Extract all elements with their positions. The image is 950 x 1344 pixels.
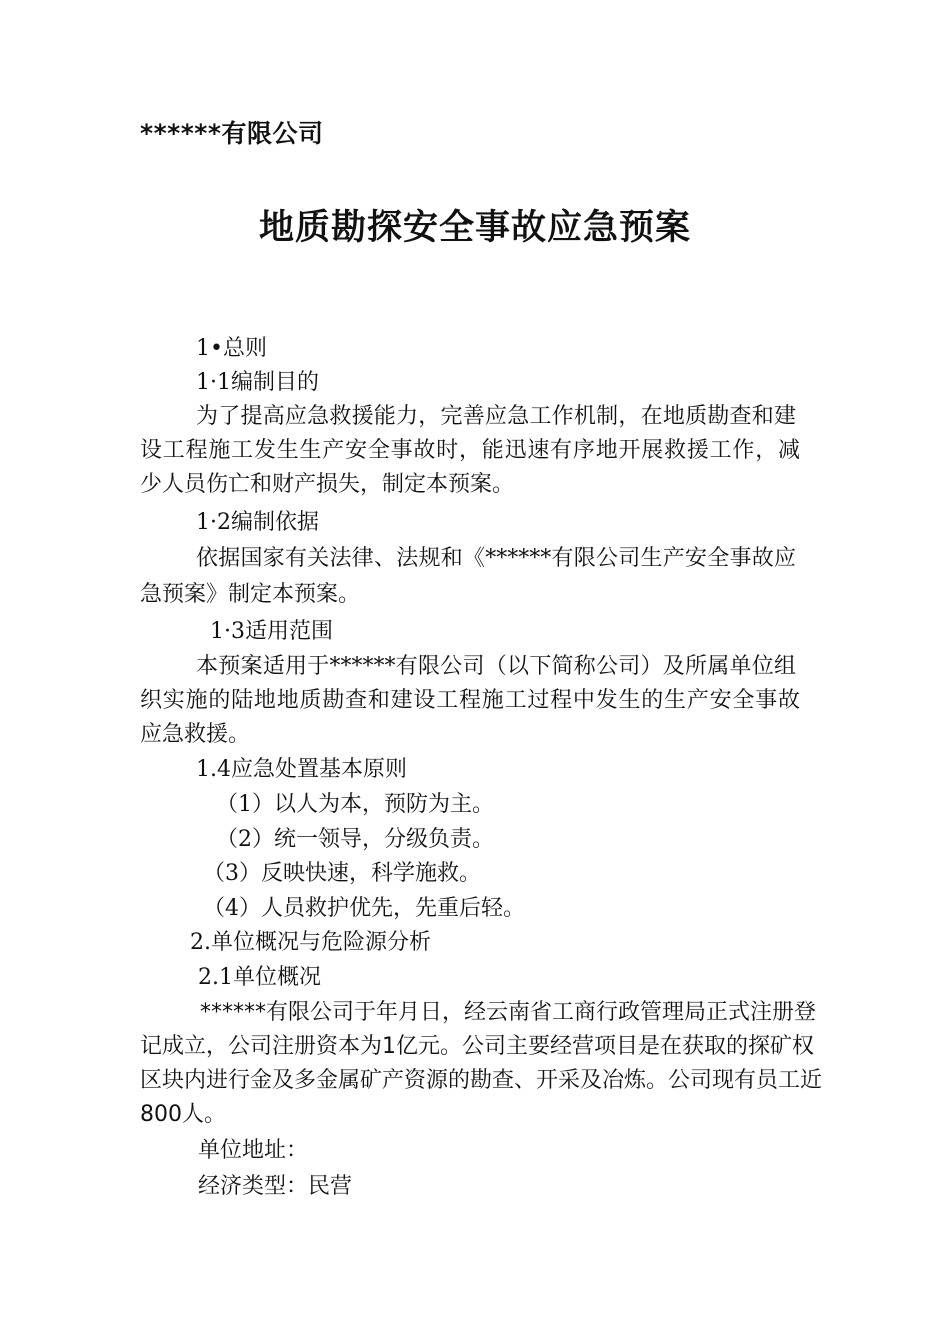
subsection-heading: 1·3适用范围	[210, 619, 333, 644]
address-label: 单位地址：	[198, 1138, 309, 1163]
paragraph-line: 少人员伤亡和财产损失，制定本预案。	[140, 472, 515, 497]
paragraph-line: ******有限公司于年月日，经云南省工商行政管理局正式注册登	[200, 1000, 817, 1025]
document-title: 地质勘探安全事故应急预案	[258, 208, 691, 248]
economic-type: 经济类型：民营	[198, 1174, 353, 1199]
subsection-heading: 1·1编制目的	[196, 370, 319, 395]
principle-item: （4）人员救护优先，先重后轻。	[203, 896, 525, 921]
section-heading: 2.单位概况与危险源分析	[190, 930, 431, 955]
paragraph-line: 设工程施工发生生产安全事故时，能迅速有序地开展救援工作，减	[140, 438, 800, 463]
subsection-heading: 2.1单位概况	[198, 965, 321, 990]
paragraph-line: 800人。	[140, 1102, 226, 1127]
paragraph-line: 为了提高应急救援能力，完善应急工作机制，在地质勘查和建	[196, 404, 796, 429]
subsection-heading: 1·2编制依据	[196, 510, 319, 535]
paragraph-line: 区块内进行金及多金属矿产资源的勘查、开采及冶炼。公司现有员工近	[140, 1068, 823, 1093]
paragraph-line: 依据国家有关法律、法规和《******有限公司生产安全事故应	[196, 546, 796, 571]
principle-item: （3）反映快速，科学施救。	[203, 861, 481, 886]
paragraph-line: 记成立，公司注册资本为1亿元。公司主要经营项目是在获取的探矿权	[140, 1034, 814, 1059]
paragraph-line: 织实施的陆地地质勘查和建设工程施工过程中发生的生产安全事故	[140, 688, 800, 713]
principle-item: （2）统一领导，分级负责。	[216, 827, 494, 852]
company-name: ******有限公司	[140, 119, 324, 148]
section-heading: 1•总则	[196, 336, 267, 361]
paragraph-line: 本预案适用于******有限公司（以下简称公司）及所属单位组	[196, 654, 796, 679]
principle-item: （1）以人为本，预防为主。	[216, 792, 494, 817]
paragraph-line: 应急救援。	[140, 722, 251, 747]
paragraph-line: 急预案》制定本预案。	[140, 582, 361, 607]
subsection-heading: 1.4应急处置基本原则	[196, 757, 407, 782]
